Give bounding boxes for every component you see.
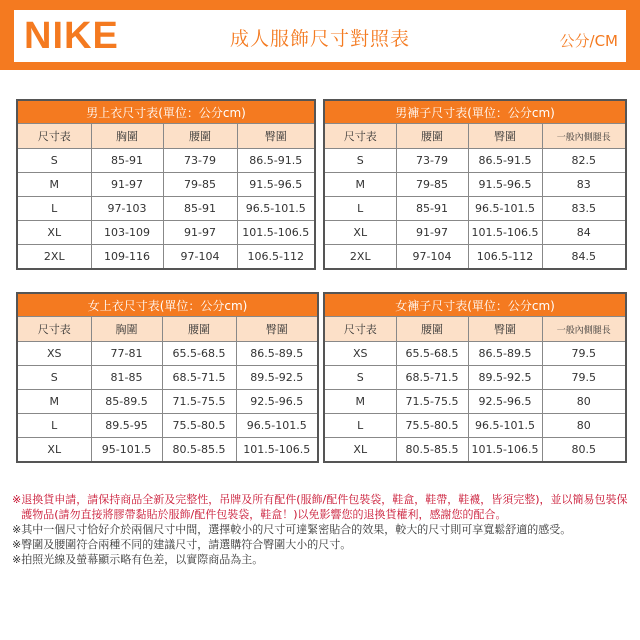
measurement-cell: 85-91 <box>91 149 163 173</box>
unit-label: 公分/CM <box>559 32 618 50</box>
measurement-cell: 97-104 <box>396 245 468 270</box>
column-header: 腰圍 <box>162 317 236 342</box>
page-header <box>0 0 640 70</box>
size-cell: M <box>324 390 396 414</box>
measurement-cell: 89.5-95 <box>91 414 162 438</box>
measurement-cell: 101.5-106.5 <box>236 438 318 463</box>
size-cell: XL <box>324 221 396 245</box>
hip-waist-note: ※ 臀圍及腰圍符合兩種不同的建議尺寸，請選購符合臀圍大小的尺寸。 <box>12 538 352 551</box>
measurement-cell: 83.5 <box>542 197 626 221</box>
measurement-cell: 97-103 <box>91 197 163 221</box>
table-row <box>324 414 626 438</box>
table-row <box>17 342 318 366</box>
measurement-cell: 106.5-112 <box>237 245 315 270</box>
size-cell: M <box>324 173 396 197</box>
measurement-cell: 71.5-75.5 <box>396 390 468 414</box>
size-cell: M <box>17 173 91 197</box>
measurement-cell: 101.5-106.5 <box>237 221 315 245</box>
table-row <box>17 173 315 197</box>
measurement-cell: 97-104 <box>163 245 237 270</box>
measurement-cell: 89.5-92.5 <box>468 366 542 390</box>
measurement-cell: 92.5-96.5 <box>468 390 542 414</box>
measurement-cell: 85-91 <box>396 197 468 221</box>
measurement-cell: 81-85 <box>91 366 162 390</box>
measurement-cell: 96.5-101.5 <box>237 197 315 221</box>
measurement-cell: 92.5-96.5 <box>236 390 318 414</box>
column-header: 尺寸表 <box>324 124 396 149</box>
table-row <box>324 173 626 197</box>
measurement-cell: 75.5-80.5 <box>396 414 468 438</box>
notes-section <box>12 492 630 567</box>
women-pants-size-table <box>323 292 627 463</box>
table-caption: 男褲子尺寸表(單位：公分cm) <box>324 100 626 124</box>
table-row <box>17 245 315 270</box>
column-header: 腰圍 <box>396 124 468 149</box>
measurement-cell: 86.5-91.5 <box>468 149 542 173</box>
size-cell: 2XL <box>324 245 396 270</box>
column-header: 尺寸表 <box>17 124 91 149</box>
size-cell: XS <box>324 342 396 366</box>
size-cell: S <box>17 366 91 390</box>
table-row <box>17 197 315 221</box>
measurement-cell: 101.5-106.5 <box>468 438 542 463</box>
between-sizes-note: ※ 其中一個尺寸恰好介於兩個尺寸中間，選擇較小的尺寸可達緊密貼合的效果，較大的尺寸則可享寬鬆舒適的感受。 <box>12 523 572 536</box>
men-pants-size-table <box>323 99 627 270</box>
brand-logo: NIKE <box>24 15 119 57</box>
column-header: 臀圍 <box>236 317 318 342</box>
header-banner <box>14 10 626 62</box>
measurement-cell: 77-81 <box>91 342 162 366</box>
measurement-cell: 96.5-101.5 <box>468 414 542 438</box>
table-row <box>17 221 315 245</box>
measurement-cell: 73-79 <box>396 149 468 173</box>
measurement-cell: 80 <box>542 390 626 414</box>
measurement-cell: 65.5-68.5 <box>396 342 468 366</box>
table-row <box>17 149 315 173</box>
size-cell: XL <box>324 438 396 463</box>
column-header: 尺寸表 <box>17 317 91 342</box>
measurement-cell: 91.5-96.5 <box>237 173 315 197</box>
column-header: 尺寸表 <box>324 317 396 342</box>
color-difference-note: ※ 拍照光線及螢幕顯示略有色差，以實際商品為主。 <box>12 553 264 566</box>
table-caption: 男上衣尺寸表(單位：公分cm) <box>17 100 315 124</box>
measurement-cell: 75.5-80.5 <box>162 414 236 438</box>
measurement-cell: 79.5 <box>542 366 626 390</box>
measurement-cell: 86.5-91.5 <box>237 149 315 173</box>
measurement-cell: 65.5-68.5 <box>162 342 236 366</box>
measurement-cell: 82.5 <box>542 149 626 173</box>
men-top-size-table <box>16 99 316 270</box>
measurement-cell: 106.5-112 <box>468 245 542 270</box>
measurement-cell: 84 <box>542 221 626 245</box>
measurement-cell: 89.5-92.5 <box>236 366 318 390</box>
table-row <box>324 245 626 270</box>
measurement-cell: 85-91 <box>163 197 237 221</box>
column-header: 胸圍 <box>91 124 163 149</box>
measurement-cell: 96.5-101.5 <box>236 414 318 438</box>
measurement-cell: 91-97 <box>396 221 468 245</box>
measurement-cell: 83 <box>542 173 626 197</box>
column-header: 臀圍 <box>468 124 542 149</box>
measurement-cell: 68.5-71.5 <box>162 366 236 390</box>
column-header: 臀圍 <box>468 317 542 342</box>
measurement-cell: 95-101.5 <box>91 438 162 463</box>
size-cell: M <box>17 390 91 414</box>
page-title: 成人服飾尺寸對照表 <box>229 28 410 50</box>
column-header: 一般內側腿長 <box>542 317 626 342</box>
women-top-size-table <box>16 292 319 463</box>
table-row <box>324 197 626 221</box>
measurement-cell: 80.5-85.5 <box>162 438 236 463</box>
measurement-cell: 91.5-96.5 <box>468 173 542 197</box>
table-row <box>17 438 318 463</box>
table-caption: 女褲子尺寸表(單位：公分cm) <box>324 293 626 317</box>
column-header: 臀圍 <box>237 124 315 149</box>
measurement-cell: 79.5 <box>542 342 626 366</box>
size-cell: L <box>324 414 396 438</box>
column-header: 腰圍 <box>396 317 468 342</box>
measurement-cell: 85-89.5 <box>91 390 162 414</box>
size-cell: L <box>324 197 396 221</box>
size-cell: S <box>324 149 396 173</box>
size-cell: S <box>324 366 396 390</box>
size-cell: XS <box>17 342 91 366</box>
table-row <box>324 342 626 366</box>
table-row <box>324 438 626 463</box>
table-row <box>324 149 626 173</box>
measurement-cell: 91-97 <box>91 173 163 197</box>
measurement-cell: 80.5-85.5 <box>396 438 468 463</box>
measurement-cell: 109-116 <box>91 245 163 270</box>
return-policy-note: ※ 退換貨申請，請保持商品全新及完整性，吊牌及所有配件(服飾/配件包裝袋，鞋盒，鞋帶，鞋襪，皆須完整)，並以簡易包裝保護物品(請勿直接將膠帶黏貼於服飾/配件包裝袋，鞋盒！)以免影響您的退換貨權利，感謝您的配合。 <box>12 493 628 521</box>
measurement-cell: 86.5-89.5 <box>468 342 542 366</box>
size-cell: XL <box>17 221 91 245</box>
table-row <box>17 366 318 390</box>
measurement-cell: 80 <box>542 414 626 438</box>
table-caption: 女上衣尺寸表(單位：公分cm) <box>17 293 318 317</box>
column-header: 腰圍 <box>163 124 237 149</box>
measurement-cell: 101.5-106.5 <box>468 221 542 245</box>
size-cell: 2XL <box>17 245 91 270</box>
table-row <box>17 414 318 438</box>
size-cell: XL <box>17 438 91 463</box>
column-header: 胸圍 <box>91 317 162 342</box>
column-header: 一般內側腿長 <box>542 124 626 149</box>
size-cell: S <box>17 149 91 173</box>
measurement-cell: 71.5-75.5 <box>162 390 236 414</box>
measurement-cell: 79-85 <box>163 173 237 197</box>
size-cell: L <box>17 197 91 221</box>
measurement-cell: 68.5-71.5 <box>396 366 468 390</box>
measurement-cell: 96.5-101.5 <box>468 197 542 221</box>
measurement-cell: 91-97 <box>163 221 237 245</box>
measurement-cell: 86.5-89.5 <box>236 342 318 366</box>
table-row <box>324 221 626 245</box>
measurement-cell: 73-79 <box>163 149 237 173</box>
measurement-cell: 103-109 <box>91 221 163 245</box>
measurement-cell: 84.5 <box>542 245 626 270</box>
table-row <box>17 390 318 414</box>
table-row <box>324 390 626 414</box>
size-cell: L <box>17 414 91 438</box>
measurement-cell: 79-85 <box>396 173 468 197</box>
table-row <box>324 366 626 390</box>
measurement-cell: 80.5 <box>542 438 626 463</box>
